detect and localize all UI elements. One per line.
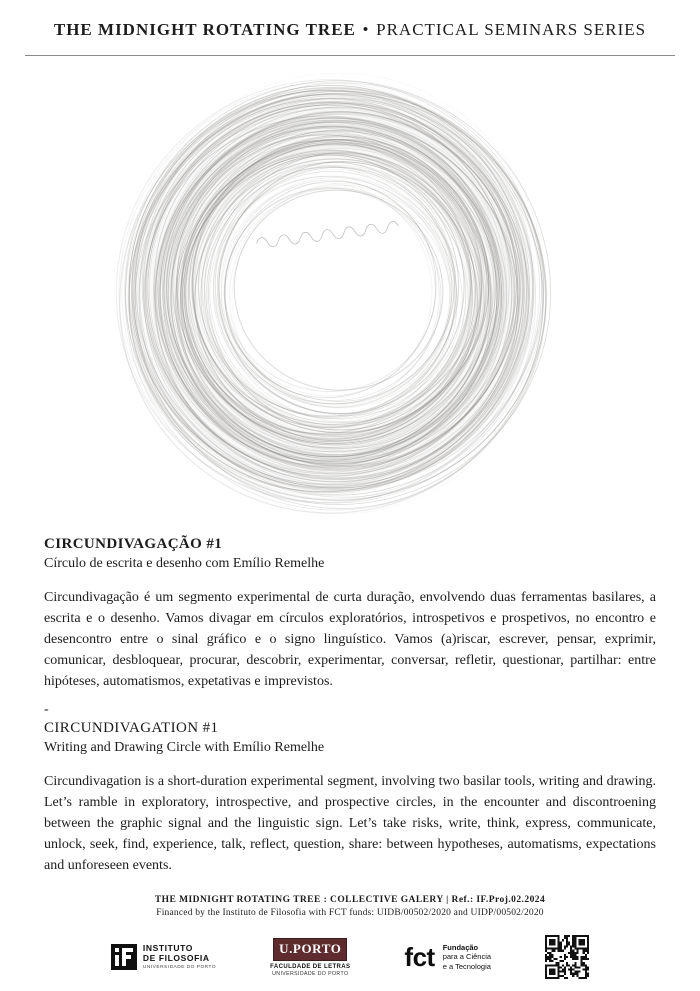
header-divider-rule (25, 55, 675, 56)
fct-line2: para a Ciência (442, 952, 492, 962)
fct-text (443, 943, 491, 972)
series-subtitle: PRACTICAL SEMINARS SERIES (376, 20, 647, 39)
if-line2: DE FILOSOFIA (142, 952, 210, 963)
circle-scribble-svg (104, 64, 564, 524)
instituto-filosofia-text (143, 944, 216, 971)
header (0, 0, 700, 40)
uporto-logo (270, 938, 350, 977)
language-divider: - (44, 702, 49, 717)
circle-pencil-drawing (104, 64, 564, 524)
content (0, 536, 700, 876)
logos-row (0, 935, 700, 979)
fct-mark: fct (404, 942, 435, 973)
section-portuguese (44, 536, 656, 692)
finance-line: Financed by the Instituto de Filosofia with FCT funds: UIDB/00502/2020 and UIDP/00502/2020 (156, 908, 544, 919)
if-line1: INSTITUTO (142, 942, 194, 953)
qr-code (545, 935, 589, 979)
pt-title: CIRCUNDIVAGAÇÃO #1 (44, 536, 223, 552)
uporto-faculty: FACULDADE DE LETRAS (270, 963, 351, 970)
if-line3: UNIVERSIDADE DO PORTO (142, 965, 217, 971)
pt-subtitle: Círculo de escrita e desenho com Emílio Remelhe (44, 556, 325, 571)
uporto-university: UNIVERSIDADE DO PORTO (272, 970, 349, 977)
uporto-mark: U.PORTO (273, 938, 347, 961)
instituto-filosofia-icon (111, 944, 137, 970)
en-title: CIRCUNDIVAGATION #1 (44, 720, 219, 737)
fct-line1: Fundação (442, 942, 479, 952)
header-dot-separator: • (362, 22, 370, 38)
fct-logo (404, 943, 491, 972)
en-subtitle: Writing and Drawing Circle with Emílio Remelhe (44, 740, 325, 756)
fct-line3: e a Tecnologia (442, 962, 491, 972)
credit-line: THE MIDNIGHT ROTATING TREE : COLLECTIVE GALERY | Ref.: IF.Proj.02.2024 (154, 895, 546, 906)
footer (0, 895, 700, 979)
section-english (44, 720, 656, 876)
pt-paragraph: Circundivagação é um segmento experimental de curta duração, envolvendo duas ferramentas basilares, a escrita e o desenho. Vamos divagar em círculos exploratórios, introspetivos e prospetivos, no encontro e desencontro entre o sinal gráfico e o signo linguístico. Vamos (a)riscar, escrever, pensar, exprimir, comunicar, desbloquear, procurar, descobrir, experimentar, conversar, refletir, questionar, partilhar: entre hipóteses, automatismos, expetativas e imprevistos. (44, 590, 656, 689)
en-paragraph: Circundivagation is a short-duration experimental segment, involving two basilar tools, writing and drawing. Let’s ramble in exploratory, introspective, and prospective circles, in the encounter and discontroening between the graphic signal and the linguistic sign. Let’s take risks, write, think, express, communicate, unlock, seek, find, experience, talk, reflect, question, share: between hypotheses, automatisms, expectations and unforeseen events. (44, 774, 656, 874)
instituto-filosofia-logo (111, 944, 216, 971)
series-title: THE MIDNIGHT ROTATING TREE (53, 20, 356, 39)
